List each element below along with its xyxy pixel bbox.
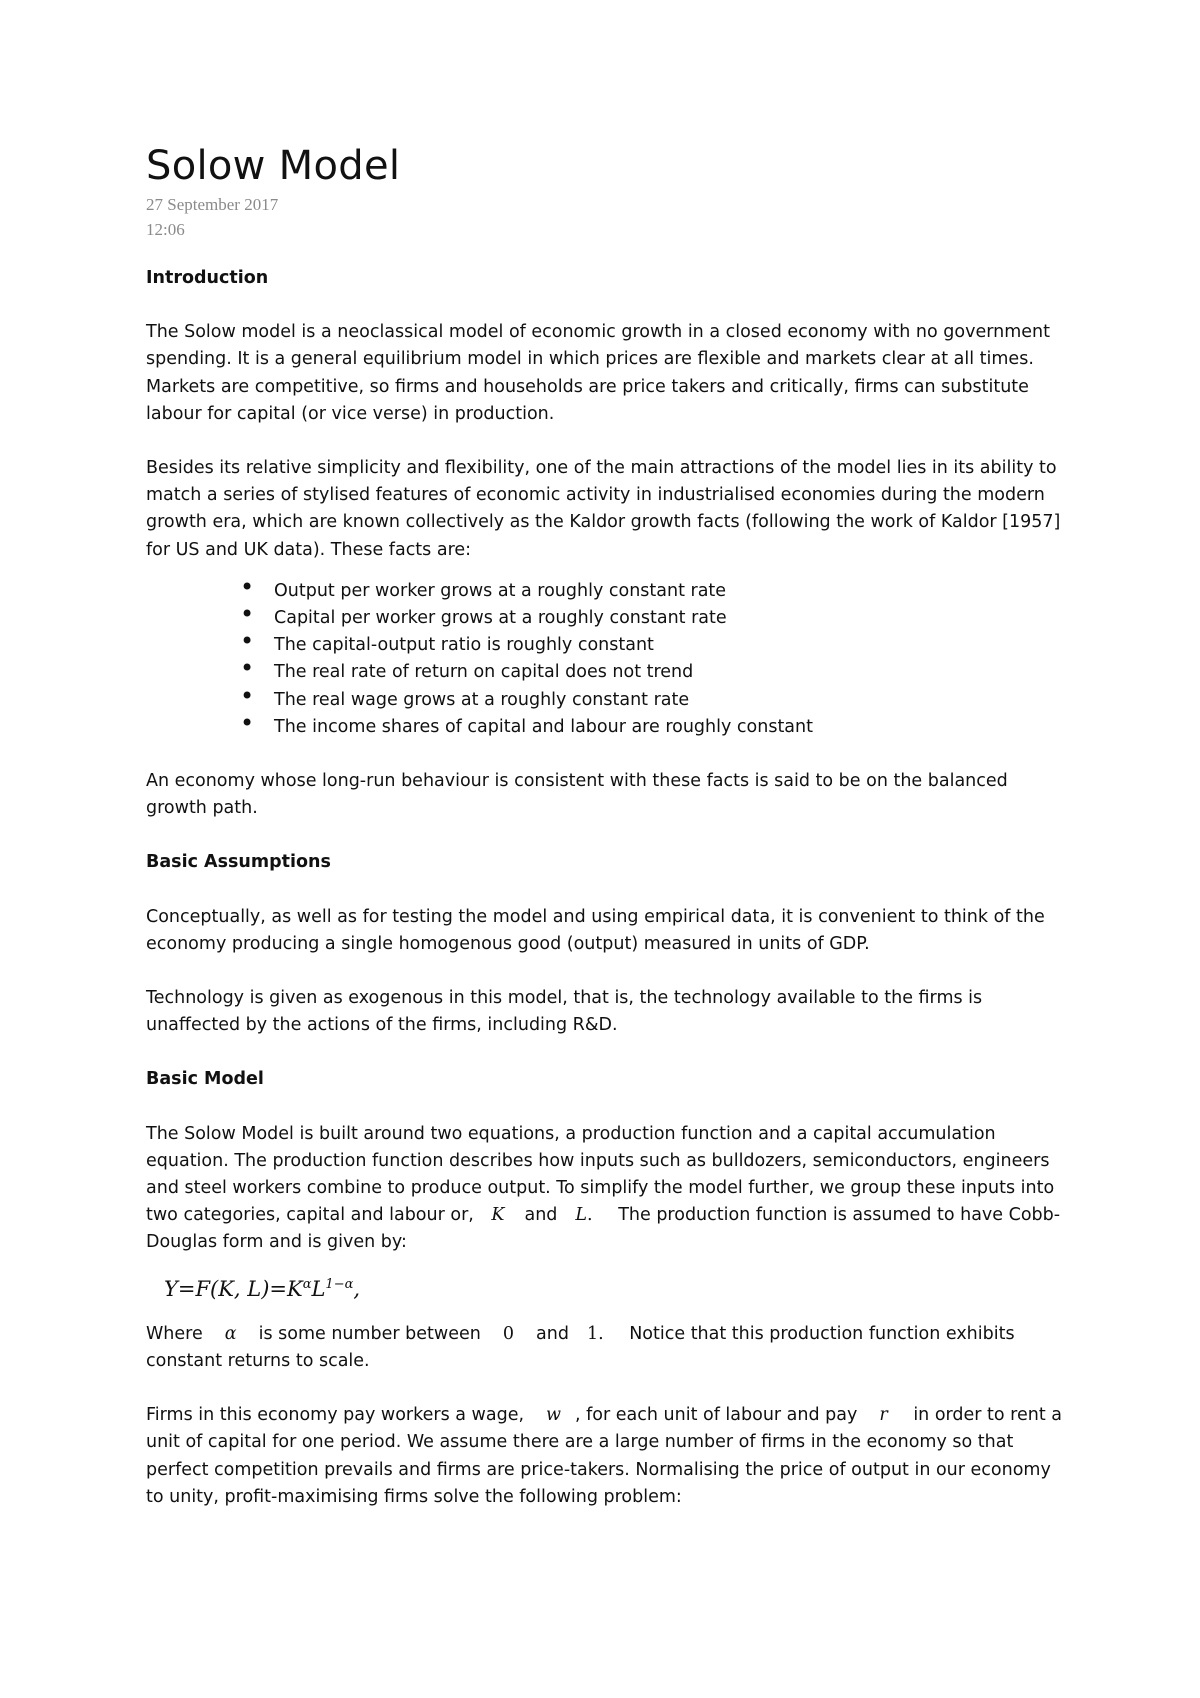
math-zero: 0 xyxy=(502,1323,514,1344)
kaldor-facts-list xyxy=(146,578,1066,741)
model-paragraph-1-text-b: The production function is assumed to have Cobb-Douglas form and is given by: xyxy=(146,1205,1061,1253)
page-time: 12:06 xyxy=(146,220,185,239)
production-function-equation xyxy=(146,1265,1066,1309)
model-paragraph-3 xyxy=(146,1402,1066,1511)
list-item: • The real rate of return on capital does not trend xyxy=(146,659,1066,686)
section-heading-introduction: Introduction xyxy=(146,268,269,288)
section-heading-assumptions: Basic Assumptions xyxy=(146,852,331,873)
equation-end: , xyxy=(353,1276,361,1301)
model-paragraph-1-and: and xyxy=(524,1205,558,1226)
model-paragraph-2-and: and xyxy=(536,1323,569,1344)
math-K: K xyxy=(491,1205,505,1226)
page-title: Solow Model xyxy=(146,143,401,189)
model-paragraph-2-text-b: is some number between xyxy=(258,1323,481,1344)
list-item: • The capital-output ratio is roughly constant xyxy=(146,632,1066,659)
intro-paragraph-1: The Solow model is a neoclassical model of economic growth in a closed economy with no government spending. It is a general equilibrium model in which prices are flexible and markets clear at all times. Markets are competitive, so firms and households are price takers and critically, firms can substitute labour for capital (or vice verse) in production. xyxy=(146,322,1050,424)
model-paragraph-3-text-c: in order to rent a unit of capital for one period. We assume there are a large number of firms in the economy so that perfect competition prevails and firms are price-takers. Normalising the price of output in our economy to unity, profit-maximising firms solve the following problem: xyxy=(146,1405,1063,1507)
list-item: • The real wage grows at a roughly constant rate xyxy=(146,687,1066,714)
model-paragraph-1-text-a: The Solow Model is built around two equations, a production function and a capital accumulation equation. The production function describes how inputs such as bulldozers, semiconductors, engineers and steel workers combine to produce output. To simplify the model further, we group these inputs into two categories, capital and labour or, xyxy=(146,1123,1055,1226)
equation-L: L xyxy=(311,1276,326,1301)
intro-paragraph-2: Besides its relative simplicity and flexibility, one of the main attractions of the model lies in its ability to match a series of stylised features of economic activity in industrialised economies during the modern growth era, which are known collectively as the Kaldor growth facts (following the work of Kaldor [1957] for US and UK data). These facts are: xyxy=(146,458,1061,560)
equation-lhs: Y=F(K, L)=K xyxy=(164,1276,303,1301)
page-date: 27 September 2017 xyxy=(146,195,279,214)
math-w: w xyxy=(546,1405,562,1426)
model-paragraph-1: The Solow Model is built around two equations, a production function and a capital accumulation equation. The production function describes how inputs such as bulldozers, semiconductors, engineers and steel workers combine to produce output. To simplify the model further, we group these inputs into two categories, capital and labour or, K and L. The production function is assumed to have Cobb-Douglas form and is given by: xyxy=(146,1123,1061,1253)
section-heading-basic-model: Basic Model xyxy=(146,1069,264,1090)
model-paragraph-2-where: Where xyxy=(146,1323,203,1344)
equation-exponent-one-minus-alpha: 1−α xyxy=(325,1276,354,1292)
assumptions-paragraph-2: Technology is given as exogenous in this model, that is, the technology available to the firms is unaffected by the actions of the firms, including R&D. xyxy=(146,988,983,1036)
list-item: • Output per worker grows at a roughly constant rate xyxy=(146,578,1066,605)
intro-paragraph-3: An economy whose long-run behaviour is consistent with these facts is said to be on the balanced growth path. xyxy=(146,771,1008,819)
math-L: L xyxy=(575,1205,588,1226)
equation-exponent-alpha: α xyxy=(302,1276,312,1292)
assumptions-paragraph-1: Conceptually, as well as for testing the model and using empirical data, it is convenient to think of the economy producing a single homogenous good (output) measured in units of GDP. xyxy=(146,906,1045,954)
list-item: • The income shares of capital and labour are roughly constant xyxy=(146,714,1066,741)
math-alpha: α xyxy=(224,1323,237,1344)
math-one: 1. xyxy=(586,1323,604,1344)
model-paragraph-2 xyxy=(146,1321,1066,1375)
model-paragraph-2-text-c: Notice that this production function exhibits constant returns to scale. xyxy=(146,1323,1015,1371)
model-paragraph-3-text-b: , for each unit of labour and pay xyxy=(575,1405,858,1426)
model-paragraph-3-text-a: Firms in this economy pay workers a wage, xyxy=(146,1405,525,1426)
math-r: r xyxy=(879,1405,888,1426)
document-body xyxy=(146,140,1066,1511)
list-item: • Capital per worker grows at a roughly constant rate xyxy=(146,605,1066,632)
